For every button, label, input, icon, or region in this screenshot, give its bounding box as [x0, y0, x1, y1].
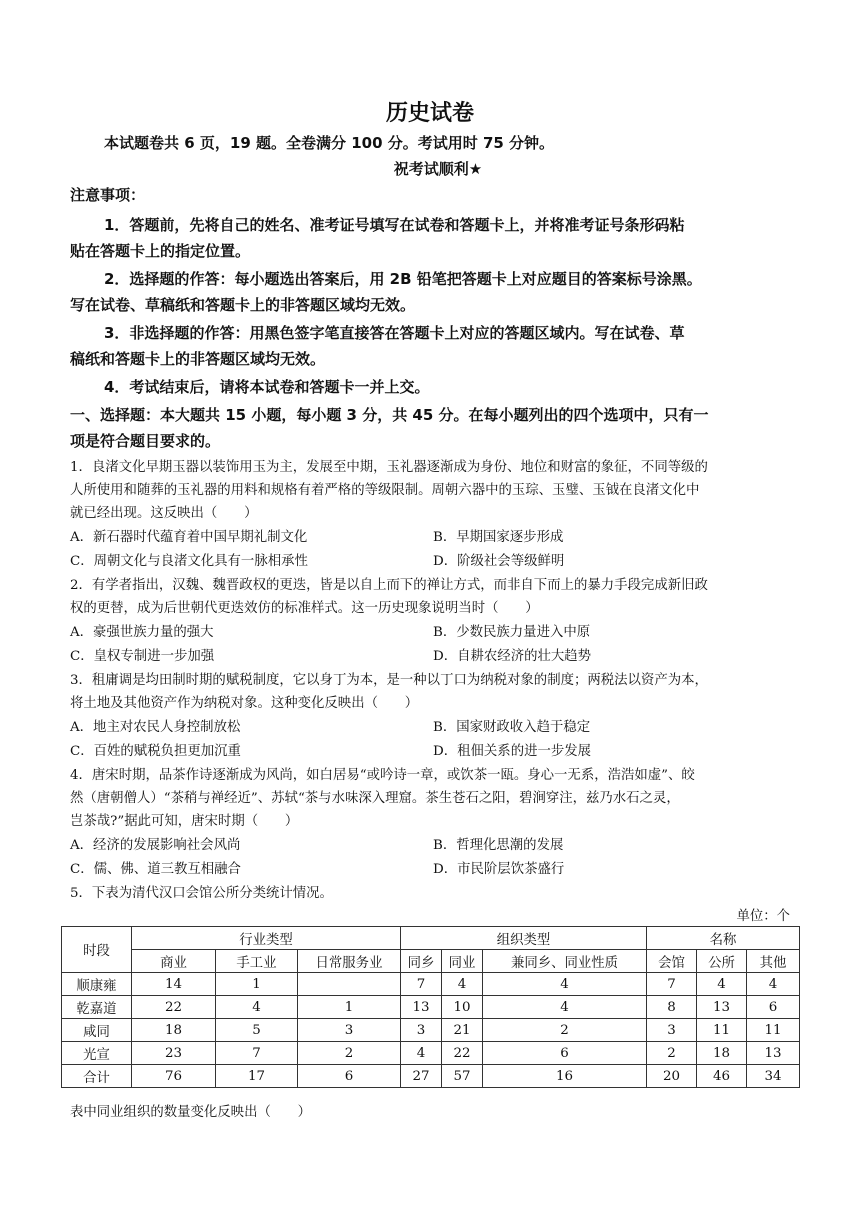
guild-statistics-table — [61, 926, 800, 1088]
header-organization-type: 组织类型 — [401, 927, 647, 950]
note-4-line-1: 4．考试结束后，请将本试卷和答题卡一并上交。 — [104, 378, 430, 396]
subheader-other: 其他 — [747, 950, 800, 973]
note-1-line-1: 1．答题前，先将自己的姓名、准考证号填写在试卷和答题卡上，并将准考证号条形码粘 — [104, 216, 685, 234]
table-row — [62, 996, 800, 1019]
note-3-line-1: 3．非选择题的作答：用黑色签字笔直接答在答题卡上对应的答题区域内。写在试卷、草 — [104, 324, 685, 342]
table-cell: 76 — [132, 1065, 216, 1088]
table-cell: 16 — [483, 1065, 647, 1088]
table-cell: 7 — [647, 973, 697, 996]
table-cell: 6 — [298, 1065, 401, 1088]
table-cell: 13 — [697, 996, 747, 1019]
table-cell — [298, 973, 401, 996]
q2-option-c: C．皇权专制进一步加强 — [70, 649, 215, 664]
table-cell: 11 — [697, 1019, 747, 1042]
table-cell: 4 — [747, 973, 800, 996]
table-cell: 18 — [697, 1042, 747, 1065]
table-cell: 合计 — [62, 1065, 132, 1088]
table-cell: 34 — [747, 1065, 800, 1088]
subheader-handicraft: 手工业 — [216, 950, 298, 973]
table-cell: 2 — [647, 1042, 697, 1065]
subheader-gongsuo: 公所 — [697, 950, 747, 973]
table-unit: 单位：个 — [736, 909, 790, 924]
exam-info: 本试题卷共 6 页，19 题。全卷满分 100 分。考试用时 75 分钟。 — [104, 134, 555, 152]
table-cell: 4 — [216, 996, 298, 1019]
table-cell: 4 — [483, 996, 647, 1019]
table-cell: 3 — [647, 1019, 697, 1042]
section-1-heading-line-2: 项是符合题目要求的。 — [70, 432, 221, 450]
table-row — [62, 1019, 800, 1042]
table-cell: 6 — [747, 996, 800, 1019]
table-cell: 10 — [442, 996, 483, 1019]
q1-option-a: A．新石器时代蕴育着中国早期礼制文化 — [70, 530, 308, 545]
q1-stem-line-3: 就已经出现。这反映出（ ） — [70, 506, 258, 521]
table-cell: 4 — [442, 973, 483, 996]
header-name: 名称 — [647, 927, 800, 950]
q2-option-d: D．自耕农经济的壮大趋势 — [433, 649, 592, 664]
exam-wish: 祝考试顺利★ — [393, 160, 483, 178]
q4-stem-line-2: 然（唐朝僧人）“茶稍与禅经近”、苏轼“茶与水味深入理窟。茶生苍石之阳，碧涧穿注，兹乃水石之灵， — [70, 791, 680, 806]
note-3-line-2: 稿纸和答题卡上的非答题区域均无效。 — [70, 350, 326, 368]
note-2-line-2: 写在试卷、草稿纸和答题卡上的非答题区域均无效。 — [70, 296, 416, 314]
q4-stem-line-1: 4．唐宋时期，品茶作诗逐渐成为风尚，如白居易“或吟诗一章，或饮茶一瓯。身心一无系，浩浩如虚”、皎 — [70, 768, 695, 783]
table-cell: 3 — [401, 1019, 442, 1042]
table-cell: 1 — [216, 973, 298, 996]
q1-option-d: D．阶级社会等级鲜明 — [433, 554, 565, 569]
subheader-both: 兼同乡、同业性质 — [483, 950, 647, 973]
notes-heading: 注意事项： — [70, 186, 146, 204]
note-2-line-1: 2．选择题的作答：每小题选出答案后，用 2B 铅笔把答题卡上对应题目的答案标号涂黑。 — [104, 270, 702, 288]
page-title: 历史试卷 — [385, 101, 474, 126]
table-cell: 8 — [647, 996, 697, 1019]
subheader-huiguan: 会馆 — [647, 950, 697, 973]
q4-stem-line-3: 岂茶哉?”据此可知，唐宋时期（ ） — [70, 814, 299, 829]
q5-stem: 5．下表为清代汉口会馆公所分类统计情况。 — [70, 886, 333, 901]
table-cell: 11 — [747, 1019, 800, 1042]
table-cell: 咸同 — [62, 1019, 132, 1042]
section-1-heading-line-1: 一、选择题：本大题共 15 小题，每小题 3 分，共 45 分。在每小题列出的四个选项中，只有一 — [70, 406, 709, 424]
table-cell: 4 — [401, 1042, 442, 1065]
q2-stem-line-2: 权的更替，成为后世朝代更迭效仿的标准样式。这一历史现象说明当时（ ） — [70, 601, 539, 616]
table-row — [62, 1065, 800, 1088]
table-row — [62, 973, 800, 996]
subheader-same-trade: 同业 — [442, 950, 483, 973]
subheader-daily-service: 日常服务业 — [298, 950, 401, 973]
table-cell: 顺康雍 — [62, 973, 132, 996]
q2-option-b: B．少数民族力量进入中原 — [433, 625, 591, 640]
header-time-period: 时段 — [62, 927, 132, 973]
q1-option-c: C．周朝文化与良渚文化具有一脉相承性 — [70, 554, 308, 569]
q3-stem-line-1: 3．租庸调是均田制时期的赋税制度，它以身丁为本，是一种以丁口为纳税对象的制度；两税法以资产为本， — [70, 673, 708, 688]
table-cell: 57 — [442, 1065, 483, 1088]
q2-stem-line-1: 2．有学者指出，汉魏、魏晋政权的更迭，皆是以自上而下的禅让方式，而非自下而上的暴力手段完成新旧政 — [70, 578, 708, 593]
table-cell: 乾嘉道 — [62, 996, 132, 1019]
table-cell: 22 — [442, 1042, 483, 1065]
table-cell: 3 — [298, 1019, 401, 1042]
q1-option-b: B．早期国家逐步形成 — [433, 530, 564, 545]
q1-stem-line-1: 1．良渚文化早期玉器以装饰用玉为主，发展至中期，玉礼器逐渐成为身份、地位和财富的象征，不同等级的 — [70, 460, 708, 475]
table-cell: 20 — [647, 1065, 697, 1088]
q4-option-c: C．儒、佛、道三教互相融合 — [70, 862, 241, 877]
table-cell: 23 — [132, 1042, 216, 1065]
table-row — [62, 1042, 800, 1065]
table-cell: 13 — [747, 1042, 800, 1065]
q4-option-d: D．市民阶层饮茶盛行 — [433, 862, 565, 877]
q3-option-d: D．租佃关系的进一步发展 — [433, 744, 592, 759]
q3-option-b: B．国家财政收入趋于稳定 — [433, 720, 591, 735]
table-cell: 22 — [132, 996, 216, 1019]
table-cell: 7 — [216, 1042, 298, 1065]
table-cell: 2 — [483, 1019, 647, 1042]
table-cell: 21 — [442, 1019, 483, 1042]
table-cell: 13 — [401, 996, 442, 1019]
table-cell: 光宣 — [62, 1042, 132, 1065]
table-cell: 17 — [216, 1065, 298, 1088]
table-cell: 2 — [298, 1042, 401, 1065]
q3-stem-line-2: 将土地及其他资产作为纳税对象。这种变化反映出（ ） — [70, 696, 419, 711]
q3-option-c: C．百姓的赋税负担更加沉重 — [70, 744, 241, 759]
q2-option-a: A．豪强世族力量的强大 — [70, 625, 214, 640]
table-cell: 46 — [697, 1065, 747, 1088]
q3-option-a: A．地主对农民人身控制放松 — [70, 720, 241, 735]
table-cell: 1 — [298, 996, 401, 1019]
table-cell: 4 — [483, 973, 647, 996]
header-industry-type: 行业类型 — [132, 927, 401, 950]
table-cell: 4 — [697, 973, 747, 996]
q4-option-a: A．经济的发展影响社会风尚 — [70, 838, 241, 853]
subheader-same-hometown: 同乡 — [401, 950, 442, 973]
note-1-line-2: 贴在答题卡上的指定位置。 — [70, 242, 251, 260]
table-cell: 5 — [216, 1019, 298, 1042]
table-cell: 7 — [401, 973, 442, 996]
subheader-commerce: 商业 — [132, 950, 216, 973]
q1-stem-line-2: 人所使用和随葬的玉礼器的用料和规格有着严格的等级限制。周朝六器中的玉琮、玉璧、玉钺在良渚文化中 — [70, 483, 700, 498]
q5-follow-up: 表中同业组织的数量变化反映出（ ） — [70, 1105, 312, 1120]
table-cell: 27 — [401, 1065, 442, 1088]
q4-option-b: B．哲理化思潮的发展 — [433, 838, 564, 853]
table-cell: 14 — [132, 973, 216, 996]
table-cell: 18 — [132, 1019, 216, 1042]
table-cell: 6 — [483, 1042, 647, 1065]
